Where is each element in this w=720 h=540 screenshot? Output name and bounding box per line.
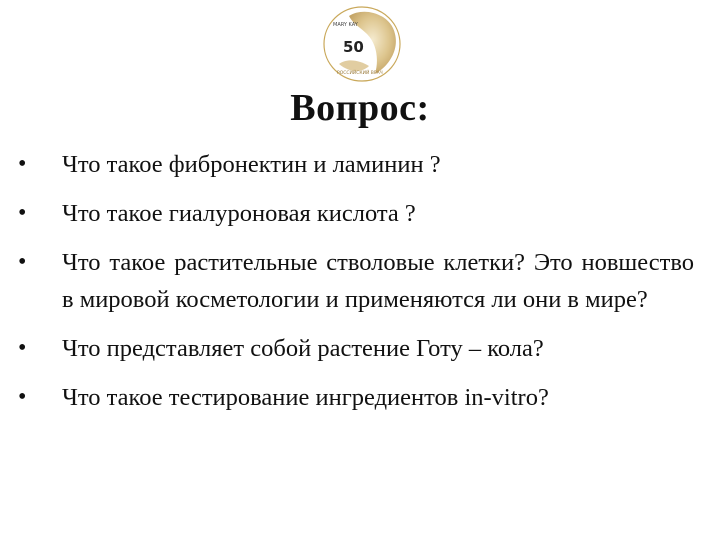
logo-anniversary-number: 50 [343, 38, 364, 56]
anniversary-logo [319, 4, 405, 84]
question-item [0, 195, 720, 232]
bullet-icon: • [18, 151, 27, 177]
question-text: Что такое растительные стволовые клетки? Это новшество в мировой косметологии и применяются ли они в мире? [62, 249, 694, 313]
question-item [0, 379, 720, 416]
question-text: Что такое тестирование ингредиентов in-vitro? [62, 384, 549, 411]
bullet-icon: • [18, 249, 27, 275]
question-item [0, 146, 720, 183]
slide-title: Вопрос: [290, 87, 430, 129]
logo-brand-text: MARY KAY [333, 22, 358, 28]
logo-circle-text: РОССИЙСКИЙ ВРАЧ [337, 71, 383, 76]
question-item [0, 244, 720, 318]
question-text: Что такое фибронектин и ламинин ? [62, 151, 441, 178]
question-item [0, 330, 720, 367]
bullet-icon: • [18, 384, 27, 410]
question-text: Что такое гиалуроновая кислота ? [62, 200, 416, 227]
question-text: Что представляет собой растение Готу – кола? [62, 335, 544, 362]
anniversary-50-emblem-icon [319, 4, 405, 84]
bullet-icon: • [18, 200, 27, 226]
bullet-icon: • [18, 335, 27, 361]
question-list [0, 146, 720, 428]
